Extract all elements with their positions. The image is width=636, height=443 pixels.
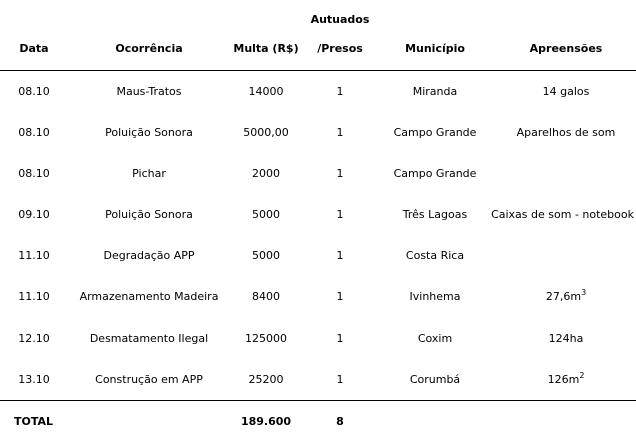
total-multa: 189.600 xyxy=(240,415,292,428)
cell-municipio: Corumbá xyxy=(409,373,461,386)
cell-presos: 1 xyxy=(336,249,344,262)
cell-multa: 14000 xyxy=(248,85,284,98)
cell-data: 09.10 xyxy=(18,208,50,221)
cell-multa: 5000 xyxy=(252,208,280,221)
cell-data: 11.10 xyxy=(18,249,50,262)
cell-data: 11.10 xyxy=(18,290,50,303)
cell-multa: 125000 xyxy=(245,332,287,345)
cell-data: 13.10 xyxy=(18,373,50,386)
cell-apreensoes: 124ha xyxy=(548,332,584,345)
total-presos: 8 xyxy=(336,415,344,428)
cell-presos: 1 xyxy=(336,85,344,98)
unit-exponent: 2 xyxy=(579,371,585,380)
cell-presos: 1 xyxy=(336,208,344,221)
header-presos: /Presos xyxy=(317,42,363,55)
cell-municipio: Miranda xyxy=(412,85,458,98)
cell-presos: 1 xyxy=(336,332,344,345)
cell-municipio: Ivinhema xyxy=(409,290,461,303)
cell-ocorrencia: Maus-Tratos xyxy=(116,85,182,98)
cell-ocorrencia: Poluição Sonora xyxy=(105,208,193,221)
cell-multa: 5000 xyxy=(252,249,280,262)
cell-ocorrencia: Degradação APP xyxy=(103,249,195,262)
cell-data: 08.10 xyxy=(18,126,50,139)
cell-data: 08.10 xyxy=(18,167,50,180)
header-apreensoes: Apreensões xyxy=(529,42,603,55)
cell-ocorrencia: Construção em APP xyxy=(95,373,203,386)
cell-municipio: Campo Grande xyxy=(393,126,477,139)
header-multa: Multa (R$) xyxy=(233,42,299,55)
cell-municipio: Três Lagoas xyxy=(402,208,468,221)
cell-presos: 1 xyxy=(336,373,344,386)
cell-apreensoes: $27,6m^3$ xyxy=(545,288,587,303)
cell-data: 12.10 xyxy=(18,332,50,345)
cell-ocorrencia: Armazenamento Madeira xyxy=(79,290,219,303)
cell-ocorrencia: Desmatamento Ilegal xyxy=(89,332,209,345)
cell-multa: 25200 xyxy=(248,373,284,386)
cell-presos: 1 xyxy=(336,167,344,180)
cell-presos: 1 xyxy=(336,290,344,303)
cell-apreensoes: Aparelhos de som xyxy=(516,126,616,139)
cell-municipio: Costa Rica xyxy=(405,249,465,262)
cell-presos: 1 xyxy=(336,126,344,139)
cell-apreensoes: Caixas de som - notebook xyxy=(491,208,634,221)
total-rule xyxy=(0,400,636,401)
unit-exponent: 3 xyxy=(581,288,587,297)
cell-apreensoes: $126m^2$ xyxy=(547,371,585,386)
header-data: Data xyxy=(19,42,49,55)
cell-multa: 8400 xyxy=(252,290,280,303)
total-label: TOTAL xyxy=(14,415,54,428)
cell-apreensoes: 14 galos xyxy=(542,85,590,98)
cell-ocorrencia: Poluição Sonora xyxy=(105,126,193,139)
header-autuados: Autuados xyxy=(310,13,370,26)
cell-multa: 2000 xyxy=(252,167,280,180)
header-rule xyxy=(0,70,636,71)
cell-municipio: Campo Grande xyxy=(393,167,477,180)
header-ocorrencia: Ocorrência xyxy=(115,42,183,55)
cell-ocorrencia: Pichar xyxy=(132,167,166,180)
header-municipio: Município xyxy=(405,42,465,55)
cell-data: 08.10 xyxy=(18,85,50,98)
cell-municipio: Coxim xyxy=(417,332,453,345)
cell-multa: 5000,00 xyxy=(243,126,289,139)
